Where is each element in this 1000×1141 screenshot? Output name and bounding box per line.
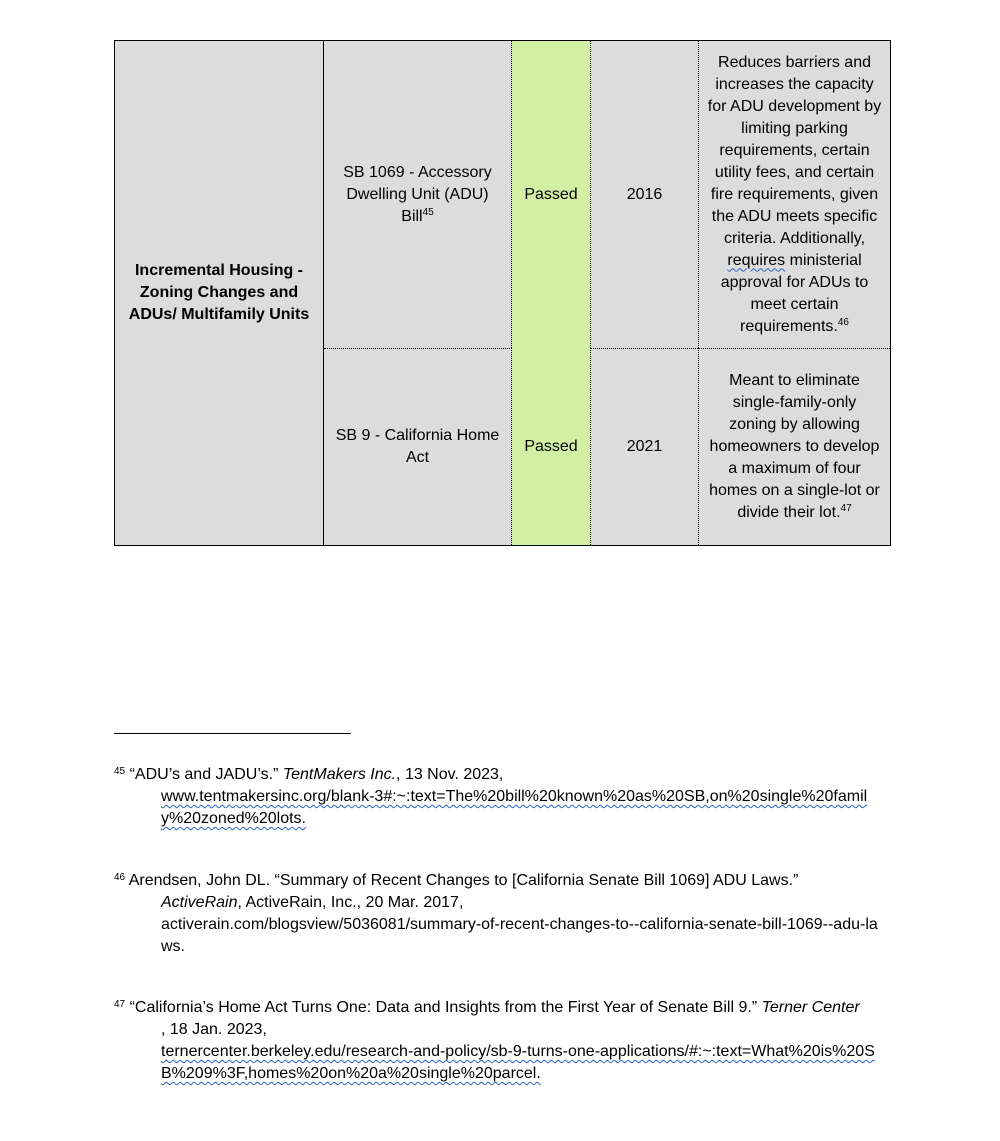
description-text: Reduces barriers and increases the capacity for ADU development by limiting parking requirements, certain utility fees, and certain fire requirements, given the ADU meets specific criteria. Additionally,: [707, 53, 882, 247]
footnote-url[interactable]: www.tentmakersinc.org/blank-3#:~:text=The%20bill%20known%20as%20SB,on%20single%20family%20zoned%20lots.: [161, 788, 868, 827]
category-label: Incremental Housing - Zoning Changes and ADUs/ Multifamily Units: [128, 262, 310, 323]
year-cell: [591, 41, 699, 348]
footnote-number: 46: [114, 872, 126, 883]
description-text-cont: ministerial approval for ADUs to meet certain requirements.: [720, 251, 869, 335]
category-cell: [115, 41, 324, 545]
bill-name: SB 9 - California Home Act: [335, 426, 500, 466]
footnote-ref: 47: [840, 502, 852, 514]
status-cell: [511, 41, 591, 348]
footnote-date: , ActiveRain, Inc., 20 Mar. 2017,: [237, 894, 464, 911]
footnote-number: 47: [114, 999, 126, 1010]
status-label: Passed: [524, 437, 578, 455]
table-row: [324, 348, 890, 545]
footnote-source: TentMakers Inc.: [282, 766, 397, 783]
status-label: Passed: [524, 185, 578, 203]
year-label: 2021: [626, 437, 663, 455]
description-text: Meant to eliminate single-family-only zoning by allowing homeowners to develop a maximum of four homes on a single-lot or divide their lot.: [709, 371, 880, 521]
footnote-number: 45: [114, 766, 126, 777]
description-cell: [699, 348, 890, 545]
status-cell: [511, 348, 591, 545]
bill-cell: [324, 348, 511, 545]
footnote-source: ActiveRain: [161, 894, 238, 911]
description-cell: [699, 41, 890, 348]
footnote-date: , 18 Jan. 2023,: [161, 1021, 267, 1038]
footnote-ref: 45: [422, 206, 434, 218]
table-row: [324, 41, 890, 349]
footnote-ref: 46: [837, 316, 849, 328]
footnote-date: , 13 Nov. 2023,: [396, 766, 504, 783]
year-cell: [591, 348, 699, 545]
bill-name: SB 1069 - Accessory Dwelling Unit (ADU) Bill: [343, 163, 492, 225]
footnote-separator: [114, 733, 351, 734]
footnote-46: [114, 870, 886, 958]
policy-table: [114, 40, 891, 546]
footnote-47: [114, 997, 886, 1085]
footnote-lead: “California’s Home Act Turns One: Data and Insights from the First Year of Senate Bill 9.”: [129, 999, 762, 1016]
footnote-lead: Arendsen, John DL. “Summary of Recent Changes to [California Senate Bill 1069] ADU Laws.”: [128, 872, 799, 889]
footnote-source: Terner Center: [761, 999, 860, 1016]
footnote-45: [114, 764, 886, 830]
year-label: 2016: [626, 185, 663, 203]
bill-cell: [324, 41, 511, 348]
footnote-lead: “ADU’s and JADU’s.”: [129, 766, 283, 783]
footnote-url[interactable]: ternercenter.berkeley.edu/research-and-policy/sb-9-turns-one-applications/#:~:text=What%20is%20SB%209%3F,homes%20on%20a%20single%20parcel.: [161, 1043, 875, 1082]
footnote-url[interactable]: activerain.com/blogsview/5036081/summary-of-recent-changes-to--california-senate-bill-1069--adu-laws.: [161, 916, 878, 955]
spellcheck-flagged-word: requires: [727, 251, 786, 269]
